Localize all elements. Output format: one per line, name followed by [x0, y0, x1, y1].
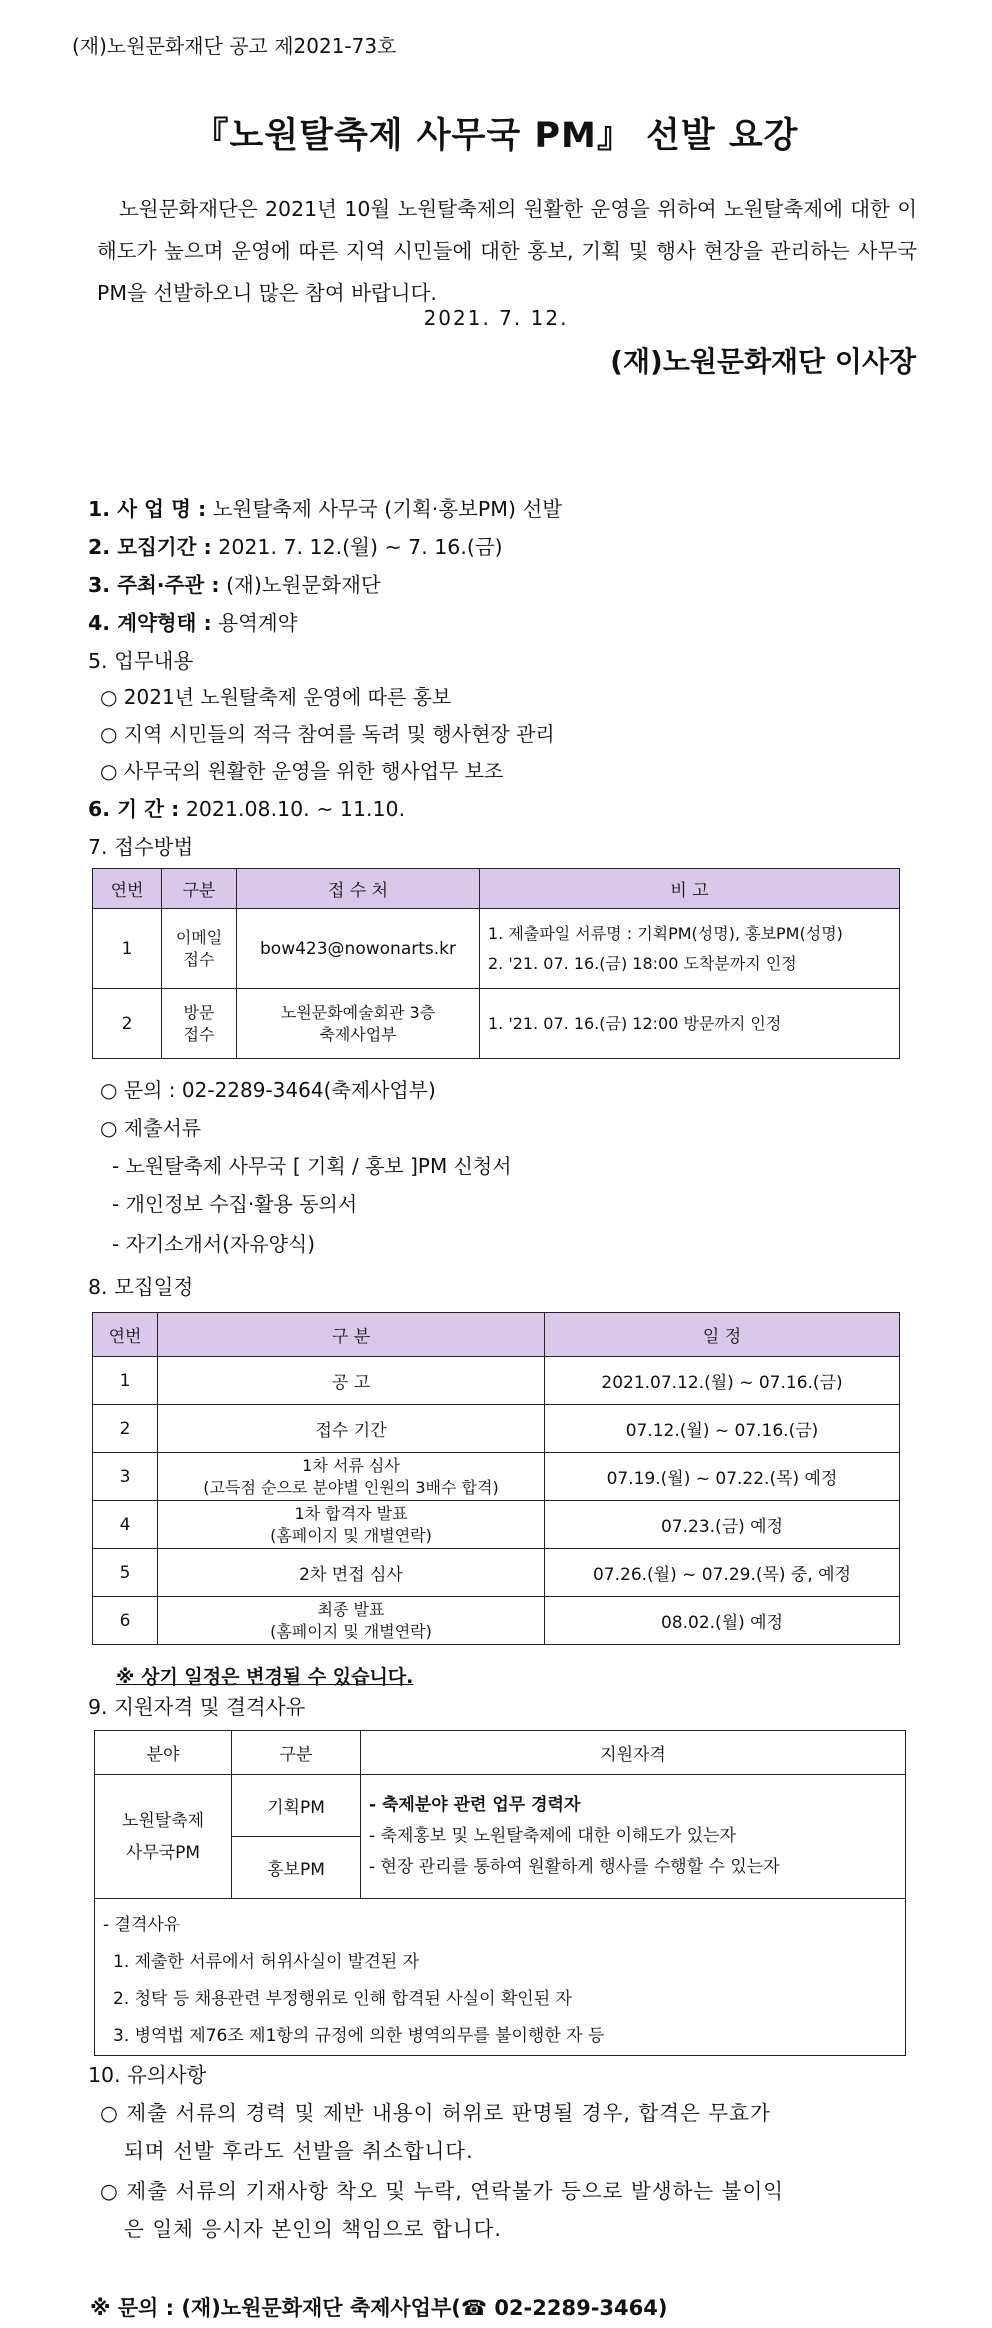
- receipt-type: [162, 909, 237, 989]
- section-6-label: 6. 기 간 :: [88, 797, 180, 821]
- intro-text: 노원문화재단은 2021년 10월 노원탈축제의 원활한 운영을 위하여 노원탈축제에 대한 이해도가 높으며 운영에 따른 지역 시민들에 대한 홍보, 기획 및 행사 현장을 관리하는 사무국 PM을 선발하오니 많은 참여 바랍니다.: [97, 197, 917, 305]
- schedule-item-line: 1차 서류 심사: [302, 1455, 400, 1475]
- schedule-date: 2021.07.12.(월) ~ 07.16.(금): [545, 1357, 900, 1405]
- table-row: [95, 1899, 906, 2056]
- section-2: [88, 530, 503, 560]
- table-row: [93, 1453, 900, 1501]
- section-7-label: 7. 접수방법: [88, 835, 194, 859]
- receipt-no: 2: [93, 989, 162, 1059]
- disq-label: - 결격사유: [103, 1915, 181, 1935]
- schedule-note: ※ 상기 일정은 변경될 수 있습니다.: [116, 1666, 414, 1688]
- caution-line: 은 일체 응시자 본인의 책임으로 합니다.: [124, 2217, 502, 2241]
- table-row: [93, 909, 900, 989]
- schedule-date: 07.23.(금) 예정: [545, 1501, 900, 1549]
- receipt-header: 비 고: [480, 869, 900, 909]
- doc-number: (재)노원문화재단 공고 제2021-73호: [72, 34, 397, 58]
- schedule-item-line: (홈페이지 및 개별연락): [270, 1525, 432, 1545]
- receipt-type-line: 방문: [183, 1002, 215, 1022]
- section-1-label: 1. 사 업 명 :: [88, 497, 207, 521]
- schedule-item: [158, 1453, 545, 1501]
- receipt-header: 접 수 처: [237, 869, 480, 909]
- schedule-header: 연번: [93, 1313, 158, 1357]
- schedule-no: 2: [93, 1405, 158, 1453]
- disq-item: 3. 병역법 제76조 제1항의 규정에 의한 병역의무를 불이행한 자 등: [113, 2026, 605, 2046]
- inquiry-line: ○ 문의 : 02-2289-3464(축제사업부): [100, 1078, 436, 1102]
- qual-list: [361, 1775, 906, 1899]
- qual-field: [95, 1775, 232, 1899]
- qual-header: 분야: [95, 1731, 232, 1775]
- qual-field-line: 노원탈축제: [121, 1810, 205, 1831]
- docs-label: ○ 제출서류: [100, 1116, 202, 1140]
- schedule-no: 6: [93, 1597, 158, 1645]
- caution-line: ○ 제출 서류의 기재사항 착오 및 누락, 연락불가 등으로 발생하는 불이익: [100, 2179, 785, 2203]
- receipt-note-line: 1. 제출파일 서류명 : 기획PM(성명), 홍보PM(성명): [488, 923, 843, 943]
- doc-item: - 노원탈축제 사무국 [ 기획 / 홍보 ]PM 신청서: [112, 1154, 512, 1178]
- receipt-note: 1. '21. 07. 16.(금) 12:00 방문까지 인정: [480, 989, 900, 1059]
- doc-item: - 개인정보 수집·활용 동의서: [112, 1192, 358, 1216]
- duty-item: ○ 2021년 노원탈축제 운영에 따른 홍보: [100, 685, 452, 709]
- receipt-note: [480, 909, 900, 989]
- duty-item: ○ 사무국의 원활한 운영을 위한 행사업무 보조: [100, 759, 504, 783]
- section-2-value: 2021. 7. 12.(월) ~ 7. 16.(금): [218, 535, 503, 559]
- table-row: [93, 1405, 900, 1453]
- schedule-item-line: (홈페이지 및 개별연락): [270, 1621, 432, 1641]
- receipt-no: 1: [93, 909, 162, 989]
- table-row: [93, 1549, 900, 1597]
- qual-item: - 축제분야 관련 업무 경력자: [369, 1795, 581, 1815]
- signer: (재)노원문화재단 이사장: [610, 345, 916, 378]
- schedule-header: 일 정: [545, 1313, 900, 1357]
- section-6-value: 2021.08.10. ~ 11.10.: [185, 797, 406, 821]
- receipt-type-line: 접수: [183, 949, 215, 969]
- schedule-item: [158, 1597, 545, 1645]
- section-10-label: 10. 유의사항: [88, 2063, 207, 2087]
- section-1-value: 노원탈축제 사무국 (기획·홍보PM) 선발: [212, 497, 563, 521]
- table-row: [93, 1357, 900, 1405]
- section-6: [88, 792, 405, 822]
- section-2-label: 2. 모집기간 :: [88, 535, 212, 559]
- section-9-label: 9. 지원자격 및 결격사유: [88, 1695, 306, 1719]
- page-title: 『노원탈축제 사무국 PM』 선발 요강: [193, 116, 799, 156]
- caution-line: ○ 제출 서류의 경력 및 제반 내용이 허위로 판명될 경우, 합격은 무효가: [100, 2101, 771, 2125]
- schedule-item: [158, 1501, 545, 1549]
- section-4: [88, 606, 298, 636]
- receipt-place-line: 노원문화예술회관 3층: [280, 1002, 436, 1022]
- section-1: [88, 492, 562, 522]
- schedule-date: 07.26.(월) ~ 07.29.(목) 중, 예정: [545, 1549, 900, 1597]
- schedule-item-line: 1차 합격자 발표: [294, 1503, 408, 1523]
- section-4-label: 4. 계약형태 :: [88, 611, 212, 635]
- receipt-type-line: 접수: [183, 1024, 215, 1044]
- receipt-table: [92, 868, 900, 1059]
- schedule-no: 1: [93, 1357, 158, 1405]
- qual-field-line: 사무국PM: [125, 1842, 201, 1863]
- receipt-header: 연번: [93, 869, 162, 909]
- table-row: [93, 1501, 900, 1549]
- section-4-value: 용역계약: [218, 611, 298, 635]
- receipt-type: [162, 989, 237, 1059]
- schedule-date: 08.02.(월) 예정: [545, 1597, 900, 1645]
- caution-line: 되며 선발 후라도 선발을 취소합니다.: [124, 2139, 474, 2163]
- qualification-table: [94, 1730, 906, 2056]
- announcement-date: 2021. 7. 12.: [423, 306, 569, 330]
- table-row: [93, 1597, 900, 1645]
- section-3-label: 3. 주최·주관 :: [88, 573, 220, 597]
- schedule-item-line: 최종 발표: [317, 1599, 385, 1619]
- schedule-header: 구 분: [158, 1313, 545, 1357]
- section-3: [88, 568, 381, 598]
- receipt-place-line: 축제사업부: [319, 1024, 397, 1044]
- schedule-item: 공 고: [158, 1357, 545, 1405]
- qual-item: - 축제홍보 및 노원탈축제에 대한 이해도가 있는자: [369, 1826, 736, 1846]
- schedule-item: 접수 기간: [158, 1405, 545, 1453]
- schedule-item-line: (고득점 순으로 분야별 인원의 3배수 합격): [203, 1477, 499, 1497]
- qual-header: 지원자격: [361, 1731, 906, 1775]
- doc-item: - 자기소개서(자유양식): [112, 1232, 316, 1256]
- section-3-value: (재)노원문화재단: [226, 573, 381, 597]
- schedule-item: 2차 면접 심사: [158, 1549, 545, 1597]
- schedule-date: 07.12.(월) ~ 07.16.(금): [545, 1405, 900, 1453]
- qual-item: - 현장 관리를 통하여 원활하게 행사를 수행할 수 있는자: [369, 1857, 780, 1877]
- disq-item: 1. 제출한 서류에서 허위사실이 발견된 자: [113, 1952, 419, 1972]
- receipt-note-line: 2. '21. 07. 16.(금) 18:00 도착분까지 인정: [488, 953, 797, 973]
- schedule-no: 4: [93, 1501, 158, 1549]
- schedule-no: 5: [93, 1549, 158, 1597]
- schedule-date: 07.19.(월) ~ 07.22.(목) 예정: [545, 1453, 900, 1501]
- footer-inquiry: ※ 문의 : (재)노원문화재단 축제사업부(☎ 02-2289-3464): [90, 2296, 668, 2320]
- qual-sub: 기획PM: [232, 1775, 361, 1837]
- intro-paragraph: [97, 188, 917, 314]
- disq-item: 2. 청탁 등 채용관련 부정행위로 인해 합격된 사실이 확인된 자: [113, 1989, 572, 2009]
- receipt-header: 구분: [162, 869, 237, 909]
- table-row: [95, 1775, 906, 1837]
- schedule-table: [92, 1312, 900, 1645]
- duty-item: ○ 지역 시민들의 적극 참여를 독려 및 행사현장 관리: [100, 722, 555, 746]
- qual-header: 구분: [232, 1731, 361, 1775]
- receipt-place: [237, 989, 480, 1059]
- section-5-label: 5. 업무내용: [88, 649, 194, 673]
- qual-sub: 홍보PM: [232, 1837, 361, 1899]
- table-row: [93, 989, 900, 1059]
- receipt-type-line: 이메일: [175, 927, 223, 947]
- section-8-label: 8. 모집일정: [88, 1275, 194, 1299]
- receipt-email: bow423@nowonarts.kr: [237, 909, 480, 989]
- schedule-no: 3: [93, 1453, 158, 1501]
- disqualification-cell: [95, 1899, 906, 2056]
